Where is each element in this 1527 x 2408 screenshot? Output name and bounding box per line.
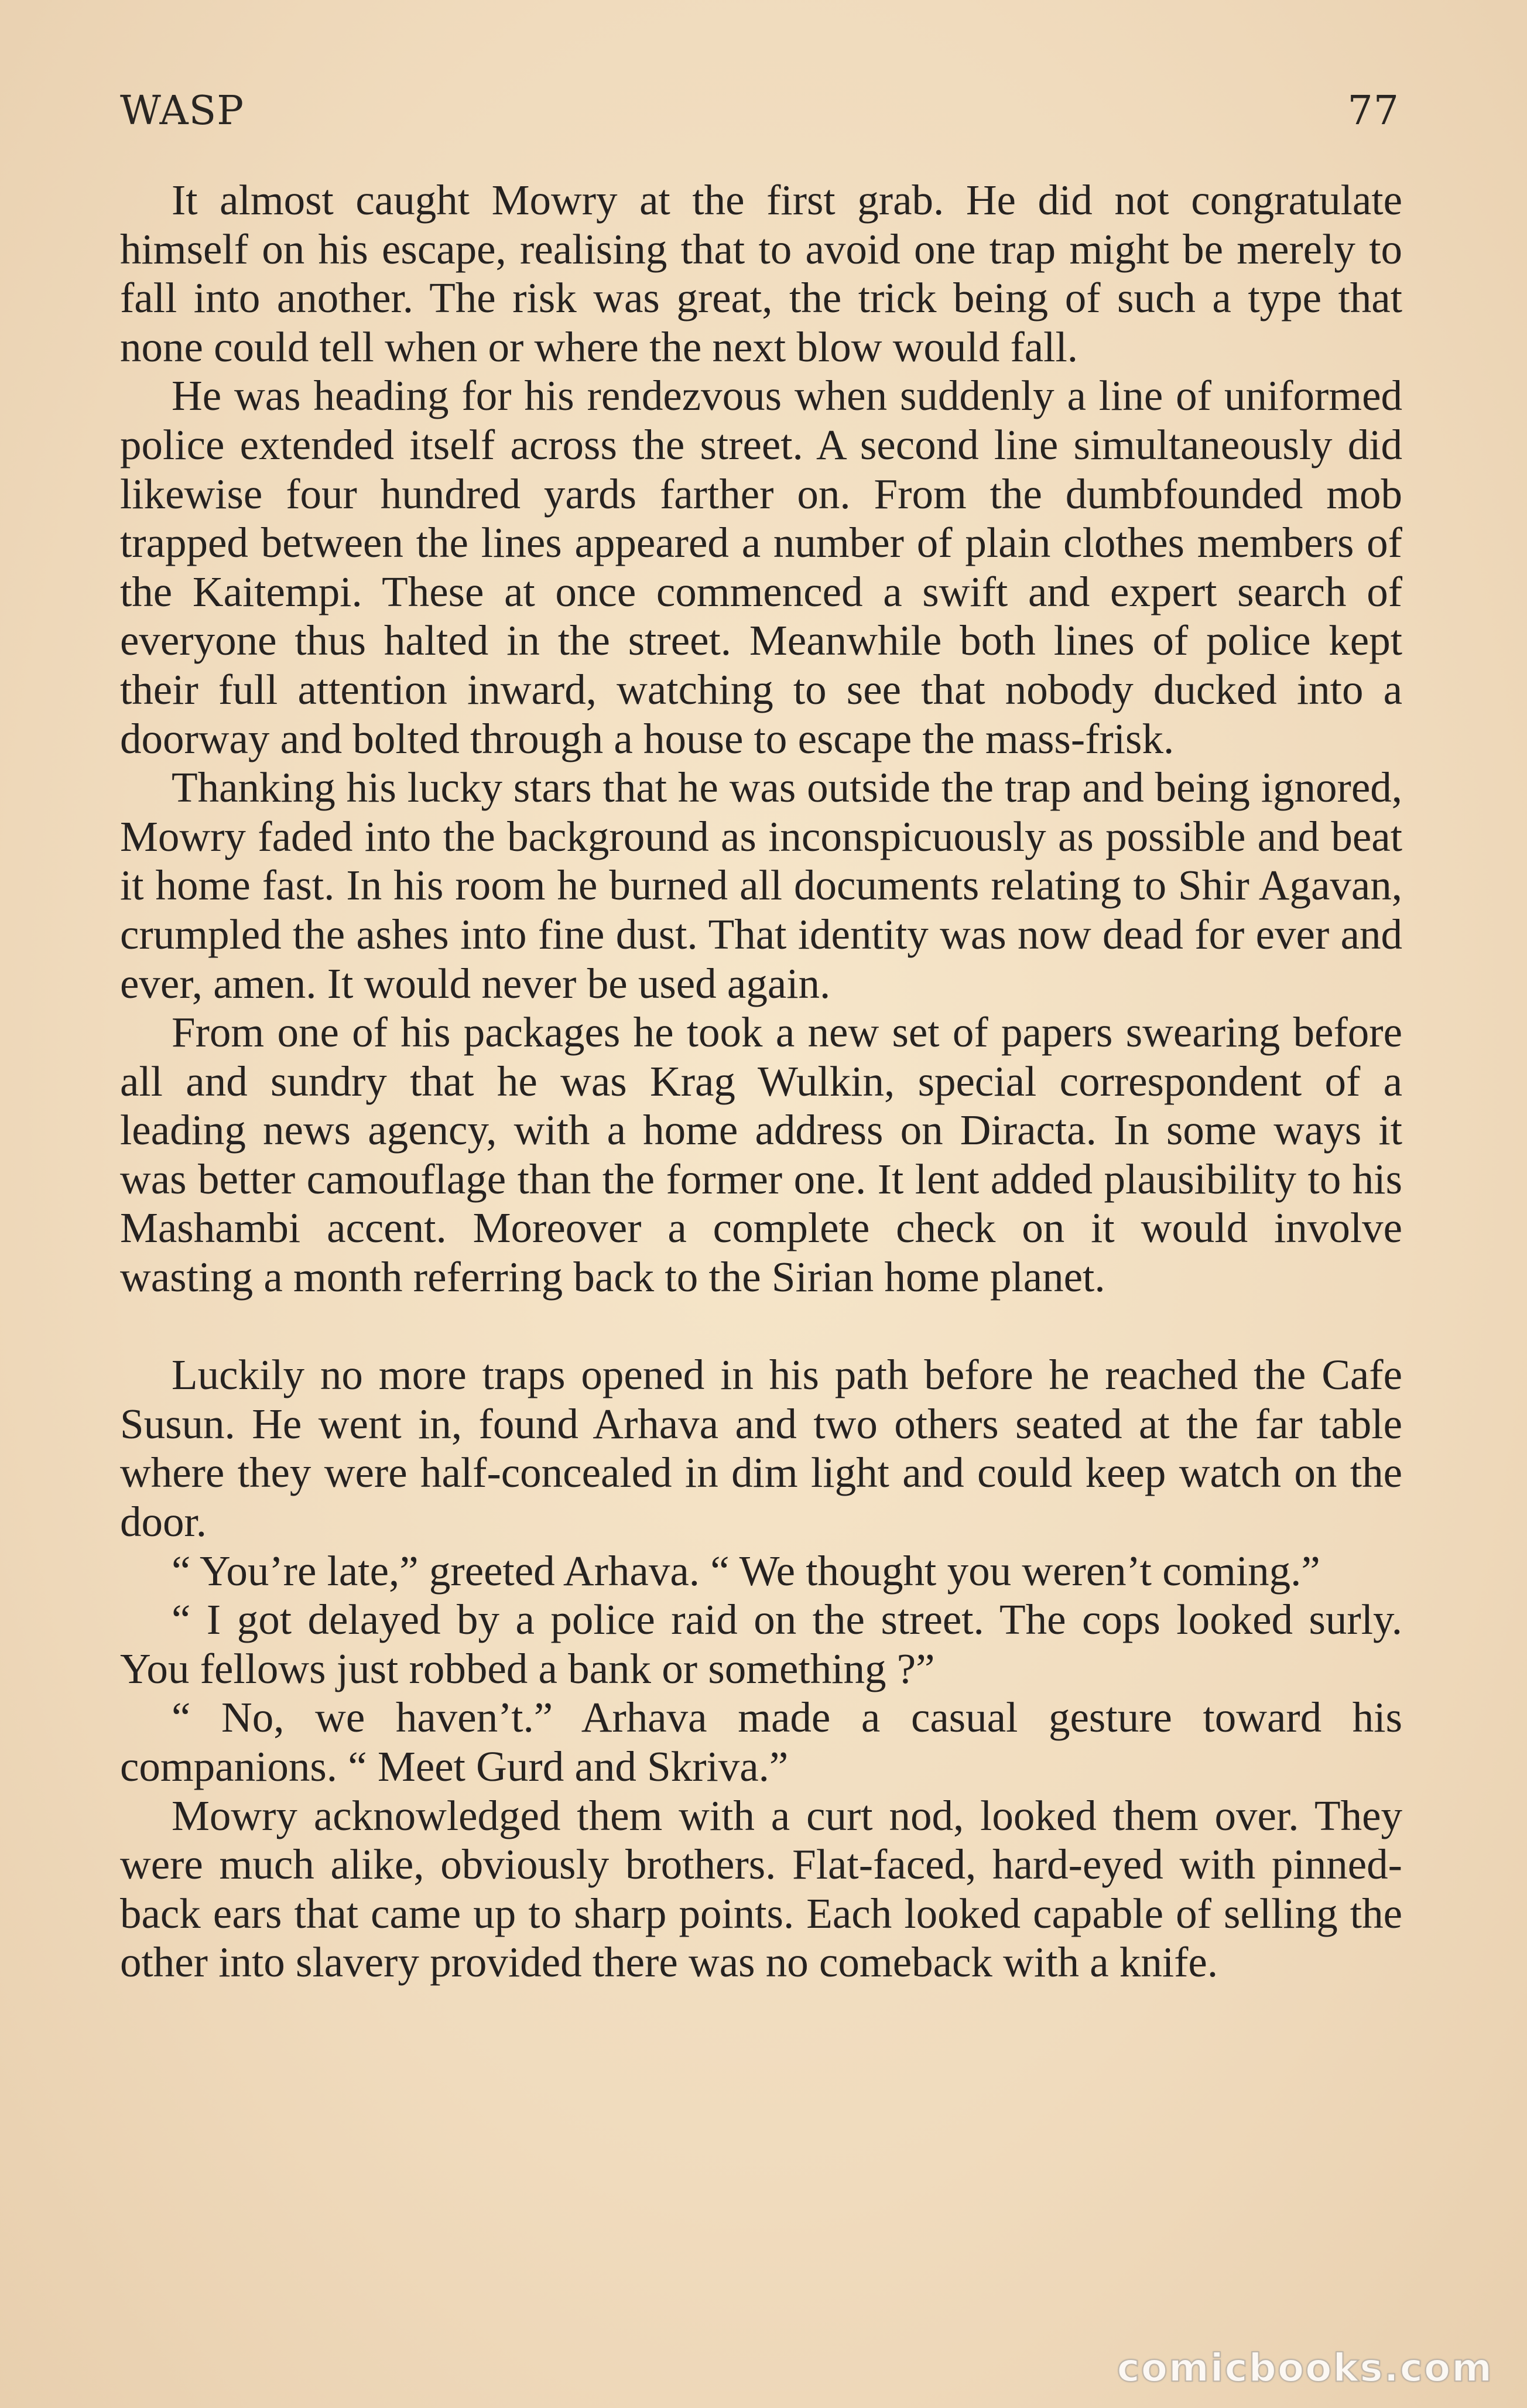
paragraph-1: It almost caught Mowry at the first grab. He did not congratulate himself on his escape, realising that to avoid one trap might be merely to fall into another. The risk was great, the trick being of such a type that none could tell when or where the next blow would fall. bbox=[120, 176, 1402, 371]
paragraph-8: “ No, we haven’t.” Arhava made a casual gesture toward his companions. “ Meet Gurd and Skriva.” bbox=[120, 1694, 1402, 1790]
running-header bbox=[120, 88, 1399, 146]
running-title: WASP bbox=[120, 88, 244, 134]
paragraph-4: From one of his packages he took a new set of papers swearing before all and sundry that he was Krag Wulkin, special correspondent of a leading news agency, with a home address on Diracta. In some ways it was better camouflage than the former one. It lent added plausibility to his Mashambi accent. Moreover a complete check on it would involve wasting a month referring back to the Sirian home planet. bbox=[120, 1008, 1402, 1301]
paragraph-6: “ You’re late,” greeted Arhava. “ We thought you weren’t coming.” bbox=[172, 1547, 1320, 1595]
watermark: comicbooks.com bbox=[1117, 2345, 1493, 2390]
page-body bbox=[120, 176, 1402, 1987]
paragraph-9: Mowry acknowledged them with a curt nod, looked them over. They were much alike, obviously brothers. Flat-faced, hard-eyed with pinned-back ears that came up to sharp points. Each looked capable of selling the other into slavery provided there was no comeback with a knife. bbox=[120, 1791, 1402, 1986]
paragraph-7: “ I got delayed by a police raid on the street. The cops looked surly. You fellows just robbed a bank or something ?” bbox=[120, 1596, 1402, 1692]
paragraph-2: He was heading for his rendezvous when suddenly a line of uniformed police extended itself across the street. A second line simultaneously did likewise four hundred yards farther on. From the dumbfounded mob trapped between the lines appeared a number of plain clothes members of the Kaitempi. These at once commenced a swift and expert search of everyone thus halted in the street. Meanwhile both lines of police kept their full attention inward, watching to see that nobody ducked into a doorway and bolted through a house to escape the mass-frisk. bbox=[120, 372, 1402, 762]
paragraph-5: Luckily no more traps opened in his path before he reached the Cafe Susun. He went in, found Arhava and two others seated at the far table where they were half-concealed in dim light and could keep watch on the door. bbox=[120, 1351, 1402, 1546]
page-number: 77 bbox=[1347, 88, 1399, 134]
paragraph-3: Thanking his lucky stars that he was outside the trap and being ignored, Mowry faded into the background as inconspicuously as possible and beat it home fast. In his room he burned all documents relating to Shir Agavan, crumpled the ashes into fine dust. That identity was now dead for ever and ever, amen. It would never be used again. bbox=[120, 764, 1402, 1007]
